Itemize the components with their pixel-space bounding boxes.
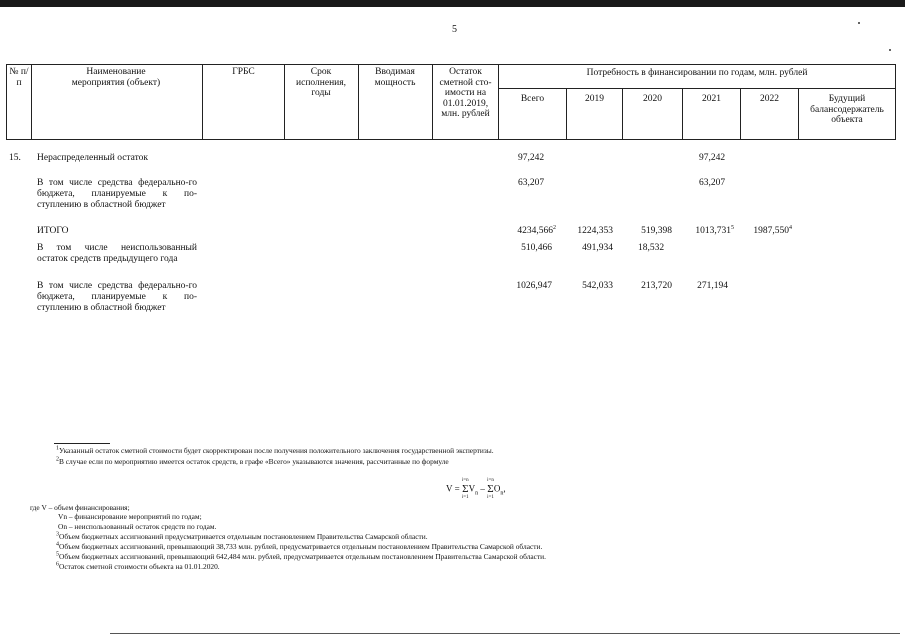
row-total: 4234,566$^2$ [517, 224, 556, 236]
header-need: Потребность в финансировании по годам, млн. рублей [586, 68, 808, 78]
header-2021: 2021 [702, 94, 721, 104]
footnote-6: $^6$Остаток сметной стоимости объекта на 01.01.2020. [56, 561, 220, 571]
top-border [0, 0, 905, 7]
header-2022: 2022 [760, 94, 779, 104]
header-2020: 2020 [643, 94, 662, 104]
row-2020: 519,398 [641, 226, 672, 236]
formula: V = i=n Σ i=1 $V_n$ – i=n Σ i=1 $O_n$, [446, 478, 506, 500]
footnote-vn: Vn – финансирование мероприятий по годам; [58, 512, 202, 521]
row-total: 63,207 [518, 178, 545, 188]
row-number: 15. [9, 153, 21, 163]
row-2020: 213,720 [641, 281, 672, 291]
row-2021: 271,194 [697, 281, 728, 291]
table-header [6, 64, 896, 140]
header-term: Срок исполнения, годы [296, 67, 346, 98]
footnote-where: где V – объем финансирования; [30, 503, 130, 512]
footnote-on: On – неиспользованный остаток средств по годам. [58, 522, 217, 531]
row-total: 97,242 [518, 153, 545, 163]
scan-speck [858, 22, 860, 24]
header-name: Наименование мероприятия (объект) [71, 67, 161, 88]
row-total: 510,466 [521, 243, 552, 253]
row-2021: 63,207 [699, 178, 726, 188]
row-2021: 1013,731$^5$ [695, 224, 734, 236]
header-remainder: Остаток сметной сто-имости на 01.01.2019, млн. рублей [439, 67, 492, 119]
footnote-1: $^1$Указанный остаток сметной стоимости будет скорректирован после получения положительного заключения государственной экспертизы. [56, 445, 494, 455]
row-name: Нераспределенный остаток [37, 153, 149, 163]
header-2019: 2019 [585, 94, 604, 104]
header-total: Всего [520, 94, 545, 104]
row-name: В том числе неиспользованный остаток средств предыдущего года [37, 243, 197, 264]
row-2022: 1987,550$^4$ [753, 224, 792, 236]
footnote-2: $^2$В случае если по мероприятию имеется остаток средств, в графе «Всего» указываются значения, рассчитанные по формуле [56, 456, 449, 466]
footnote-separator [54, 443, 110, 444]
header-holder: Будущий балансодержатель объекта [810, 94, 884, 125]
row-name: ИТОГО [37, 226, 69, 236]
scan-speck [889, 49, 891, 51]
header-capacity: Вводимая мощность [374, 67, 416, 88]
footnote-4: $^4$Объем бюджетных ассигнований, превышающий 38,733 млн. рублей, предусматривается отдельным постановлением Правительства Самарской области. [56, 541, 543, 551]
row-2020: 18,532 [638, 243, 665, 253]
row-2019: 491,934 [582, 243, 613, 253]
header-grbs: ГРБС [232, 67, 255, 77]
page-number: 5 [452, 24, 457, 35]
row-2021: 97,242 [699, 153, 726, 163]
row-total: 1026,947 [516, 281, 552, 291]
header-num: № п/п [9, 67, 29, 88]
footnote-3: $^3$Объем бюджетных ассигнований предусматривается отдельным постановлением Правительства Самарской области. [56, 531, 428, 541]
row-2019: 542,033 [582, 281, 613, 291]
row-name: В том числе средства федерально-го бюджета, планируемые к по-ступлению в областной бюджет [37, 178, 197, 210]
bottom-border [110, 633, 900, 634]
footnote-5: $^5$Объем бюджетных ассигнований, превышающий 642,484 млн. рублей, предусматривается отдельным постановлением Правительства Самарской области. [56, 551, 546, 561]
row-2019: 1224,353 [577, 226, 613, 236]
row-name: В том числе средства федерально-го бюджета, планируемые к по-ступлению в областной бюджет [37, 281, 197, 313]
